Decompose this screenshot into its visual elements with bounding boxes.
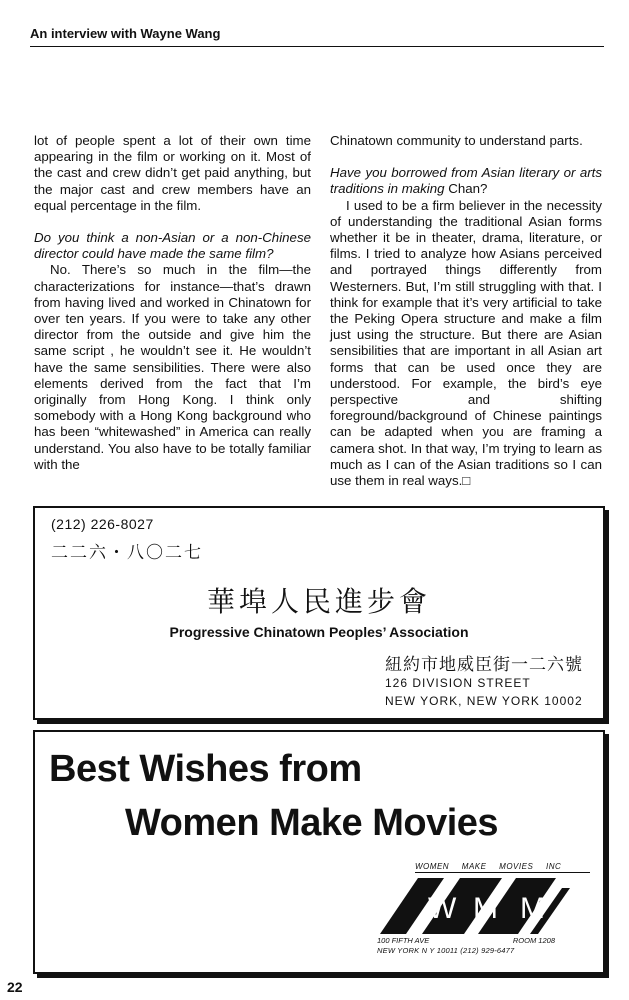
ad-progressive-chinatown [33,506,605,720]
answer-paragraph: lot of people spent a lot of their own time appearing in the film or working on it. Most of the cast and crew didn’t get paid anything, but the major cast and crew members have an equal percentage in the film. [34,133,311,213]
answer-paragraph: Chinatown community to understand parts. [330,133,583,148]
interview-question: Do you think a non-Asian or a non-Chinese director could have made the same film? [34,230,311,262]
question-text: Have you borrowed from Asian literary or arts traditions in making [330,165,602,197]
address-room: ROOM 1208 [512,936,555,945]
wmm-logo [380,878,570,934]
ad-headline-line1: Best Wishes from [49,748,362,790]
running-header: An interview with Wayne Wang [30,26,221,41]
phone-number: (212) 226-8027 [51,516,154,532]
header-rule [30,46,604,47]
phone-number-chinese: 二二六・八〇二七 [51,543,203,563]
logo-address-line2: NEW YORK N Y 10011 (212) 929-6477 [377,946,515,955]
address-city: NEW YORK, NEW YORK 10002 [385,694,583,708]
organization-name: Progressive Chinatown Peoples’ Association [169,624,469,640]
logo-letter-m: M [473,892,498,925]
ad-women-make-movies [33,730,605,974]
logo-letter-m: M [520,892,545,925]
end-mark: □ [462,473,471,489]
address-street: 100 FIFTH AVE [377,936,430,945]
logo-letter-w: W [428,892,457,925]
logo-company-name: WOMEN MAKE MOVIES INC [415,862,590,873]
address-street: 126 DIVISION STREET [385,676,531,690]
answer-paragraph: No. There’s so much in the film—the characterizations for instance—that’s drawn from having lived and worked in Chinatown for over ten years. If you were to take any other director from the outside and give him the same script , he wouldn’t see it. He wouldn’t have the same sensibilities. There were also elements derived from the fact that I’m originally from Hong Kong. I think only somebody with a Hong Kong background who has been “whitewashed” in America can really understand. You also have to be totally familiar with the [34,262,311,472]
answer-text: I used to be a firm believer in the necessity of understanding the traditional Asian forms whether it be in theater, drama, literature, or films. I tried to analyze how Asians perceived and portrayed things differently from Westerners. But, I’m still struggling with that. I think for example that it’s very artificial to take the Peking Opera structure and make a film just using the structure. But there are Asian sensibilities that are important in all Asian art forms that can be used once they are understood. For example, the bird’s eye perspective and shifting foreground/background of Chinese paintings can be adapted when you are framing a camera shot. In that way, I’m trying to learn as much as I can of the Asian traditions so I can use them in real ways. [330,197,602,489]
logo-address-line1 [377,936,555,945]
interview-question [330,165,602,197]
article-column-left [34,133,311,473]
ad-headline-line2: Women Make Movies [125,802,499,844]
article-column-right [330,133,602,489]
address-chinese: 紐約市地威臣街一二六號 [385,655,583,675]
answer-paragraph [330,198,602,490]
organization-name-chinese: 華埠人民進步會 [206,585,431,618]
page-number: 22 [7,979,23,995]
film-title: Chan? [448,181,488,197]
